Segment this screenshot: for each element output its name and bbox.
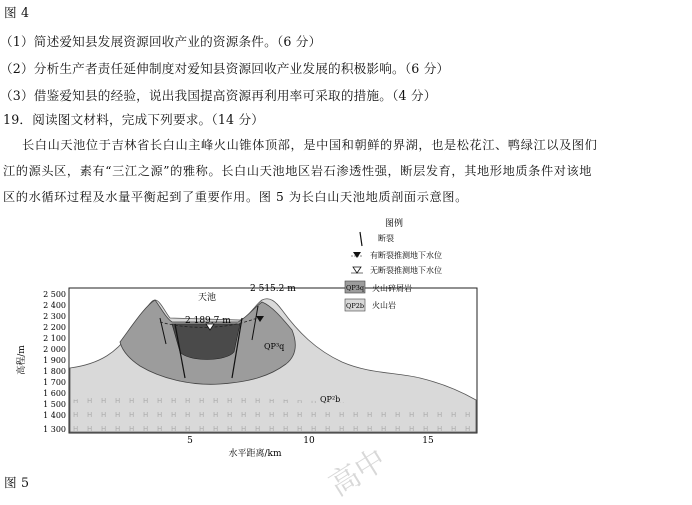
- x-tick: 5: [187, 436, 193, 446]
- y-tick: 2 500: [43, 290, 66, 299]
- y-tick: 2 200: [43, 323, 66, 332]
- qp3q-label: QP³q: [264, 342, 285, 351]
- y-tick: 2 400: [43, 301, 66, 310]
- y-tick: 2 000: [43, 345, 66, 354]
- legend-qp2b-code: QP2b: [346, 302, 364, 310]
- y-tick: 1 500: [43, 400, 66, 409]
- paragraph-line-1: 长白山天池位于吉林省长白山主峰火山锥体顶部，是中国和朝鲜的界湖，也是松花江、鸭绿江以及图们: [22, 138, 598, 152]
- y-tick: 2 300: [43, 312, 66, 321]
- figure-5-caption: 图 5: [4, 475, 30, 490]
- question-2: （2）分析生产者责任延伸制度对爱知县资源回收产业发展的积极影响。（6 分）: [0, 61, 450, 76]
- legend-fault-label: 断裂: [378, 234, 394, 243]
- y-tick: 2 100: [43, 334, 66, 343]
- peak-elevation-label: 2 515.2 m: [250, 284, 296, 294]
- question-19-heading: 19．阅读图文材料，完成下列要求。（14 分）: [3, 112, 265, 127]
- x-tick: 10: [303, 436, 315, 446]
- watermark: 高中: [323, 442, 393, 504]
- x-tick: 15: [422, 436, 434, 446]
- paragraph-line-2: 江的源头区，素有“三江之源”的雅称。长白山天池地区岩石渗透性强，断层发育，其地形地质条件对该地: [3, 164, 593, 178]
- x-axis-ticks: [187, 436, 434, 446]
- paragraph-line-3: 区的水循环过程及水量平衡起到了重要作用。图 5 为长白山天池地质剖面示意图。: [3, 190, 468, 204]
- qp2b-label: QP²b: [320, 395, 341, 404]
- x-axis-label: 水平距离/km: [228, 449, 282, 459]
- y-tick: 1 800: [43, 367, 66, 376]
- y-tick: 1 600: [43, 389, 66, 398]
- y-tick: 1 700: [43, 378, 66, 387]
- legend-inferred-water-symbol: [353, 252, 361, 258]
- lake-level-label: 2 189.7 m: [185, 316, 231, 326]
- y-axis-ticks: [43, 290, 66, 434]
- tianchi-lake: [172, 324, 240, 360]
- figure-4-caption: 图 4: [4, 5, 30, 20]
- y-axis-label: 高程/m: [17, 345, 27, 375]
- legend-no-fault-water-label: 无断裂推测地下水位: [370, 266, 442, 275]
- legend-fault-symbol: [360, 232, 362, 246]
- y-tick: 1 900: [43, 356, 66, 365]
- legend-no-fault-water-symbol: [353, 267, 361, 273]
- lake-label: 天池: [198, 293, 217, 303]
- question-1: （1）简述爱知县发展资源回收产业的资源条件。（6 分）: [0, 34, 322, 49]
- legend-inferred-water-label: 有断裂推测地下水位: [370, 251, 442, 260]
- legend-qp3q-label: 火山碎屑岩: [372, 284, 412, 293]
- legend-title: 图例: [385, 219, 404, 229]
- y-tick: 1 300: [43, 425, 66, 434]
- y-tick: 1 400: [43, 411, 66, 420]
- legend-qp2b-label: 火山岩: [372, 301, 396, 310]
- legend-qp3q-code: QP3q: [346, 284, 364, 292]
- question-3: （3）借鉴爱知县的经验，说出我国提高资源再利用率可采取的措施。（4 分）: [0, 88, 437, 103]
